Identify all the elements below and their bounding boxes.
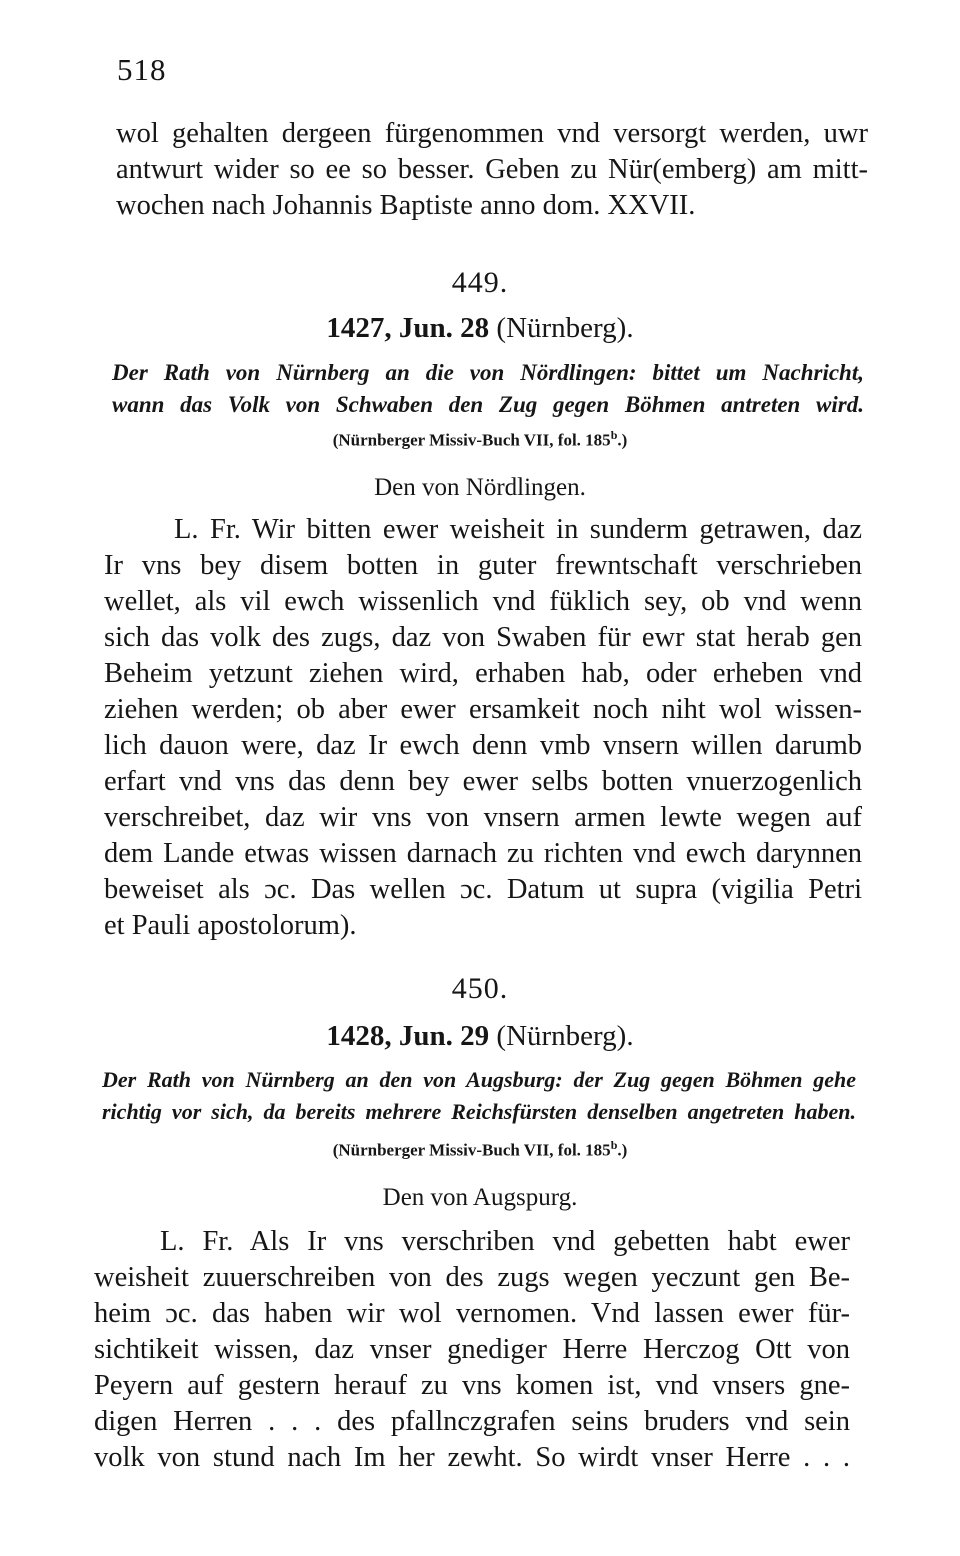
source-end: .) [617, 1140, 628, 1160]
text-line: verschreibet, daz wir vns von vnsern armen lewte wegen auf [104, 802, 862, 833]
entry-number-449: 449. [451, 266, 509, 299]
entry-addressee-449: Den von Nördlingen. [374, 474, 586, 501]
text-line: digen Herren . . . des pfallnczgrafen seins bruders vnd sein [94, 1406, 850, 1437]
entry-body-449 [104, 512, 862, 944]
entry-addressee-450: Den von Augspurg. [382, 1184, 578, 1211]
text-line: wol gehalten dergeen fürgenommen vnd versorgt werden, uwr [116, 118, 868, 149]
text-line: heim ɔc. das haben wir wol vernomen. Vnd lassen ewer für- [94, 1298, 850, 1329]
entry-date-450 [0, 1020, 960, 1053]
text-line: erfart vnd vns das denn bey ewer selbs botten vnuerzogenlich [104, 766, 862, 797]
text-line: sichtikeit wissen, daz vnser gnediger Herre Herczog Ott von [94, 1334, 850, 1365]
source-superscript: b [610, 1138, 618, 1152]
text-line: beweiset als ɔc. Das wellen ɔc. Datum ut supra (vigilia Petri [104, 874, 862, 905]
entry-summary-449 [112, 357, 864, 421]
summary-line: richtig vor sich, da bereits mehrere Reichsfürsten denselben angetreten haben. [102, 1099, 856, 1124]
entry-number-450: 450. [451, 972, 509, 1005]
page-number: 518 [117, 52, 167, 87]
opening-paragraph [116, 116, 868, 224]
entry-body-450 [94, 1224, 850, 1476]
text-line: Beheim yetzunt ziehen wird, erhaben hab, oder erheben vnd [104, 658, 862, 689]
entry-summary-450 [102, 1064, 856, 1128]
entry-source-449 [0, 428, 960, 451]
text-line: volk von stund nach Im her zewht. So wirdt vnser Herre . . . [94, 1442, 850, 1473]
text-line: Peyern auf gestern herauf zu vns komen ist, vnd vnsers gne- [94, 1370, 850, 1401]
text-line: dem Lande etwas wissen darnach zu richten vnd ewch darynnen [104, 838, 862, 869]
text-line: antwurt wider so ee so besser. Geben zu Nür(emberg) am mitt- [116, 154, 868, 185]
source-end: .) [617, 430, 628, 450]
entry-date-449 [0, 312, 960, 345]
text-line: wochen nach Johannis Baptiste anno dom. XXVII. [116, 190, 696, 221]
text-line: ziehen werden; ob aber ewer ersamkeit noch niht wol wissen- [104, 694, 862, 725]
summary-line: wann das Volk von Schwaben den Zug gegen Böhmen antreten wird. [112, 392, 864, 417]
text-line: et Pauli apostolorum). [104, 910, 357, 941]
text-line: sich das volk des zugs, daz von Swaben für ewr stat herab gen [104, 622, 862, 653]
summary-line: Der Rath von Nürnberg an die von Nördlingen: bittet um Nachricht, [112, 360, 864, 385]
text-line: weisheit zuuerschreiben von des zugs wegen yeczunt gen Be- [94, 1262, 850, 1293]
text-line: L. Fr. Als Ir vns verschriben vnd gebetten habt ewer [160, 1226, 850, 1257]
source-text: (Nürnberger Missiv-Buch VII, fol. 185 [332, 1140, 611, 1160]
text-line: Ir vns bey disem botten in guter frewntschaft verschrieben [104, 550, 862, 581]
entry-place: (Nürnberg). [496, 312, 634, 344]
text-line: wellet, als vil ewch wissenlich vnd füklich sey, ob vnd wenn [104, 586, 862, 617]
entry-source-450 [0, 1138, 960, 1161]
entry-place: (Nürnberg). [496, 1020, 634, 1052]
source-superscript: b [610, 428, 618, 442]
text-line: L. Fr. Wir bitten ewer weisheit in sunderm getrawen, daz [174, 514, 862, 545]
summary-line: Der Rath von Nürnberg an den von Augsburg: der Zug gegen Böhmen gehe [102, 1067, 856, 1092]
source-text: (Nürnberger Missiv-Buch VII, fol. 185 [332, 430, 611, 450]
text-line: lich dauon were, daz Ir ewch denn vmb vnsern willen darumb [104, 730, 862, 761]
entry-date-bold: 1428, Jun. 29 [326, 1020, 490, 1052]
entry-date-bold: 1427, Jun. 28 [326, 312, 490, 344]
